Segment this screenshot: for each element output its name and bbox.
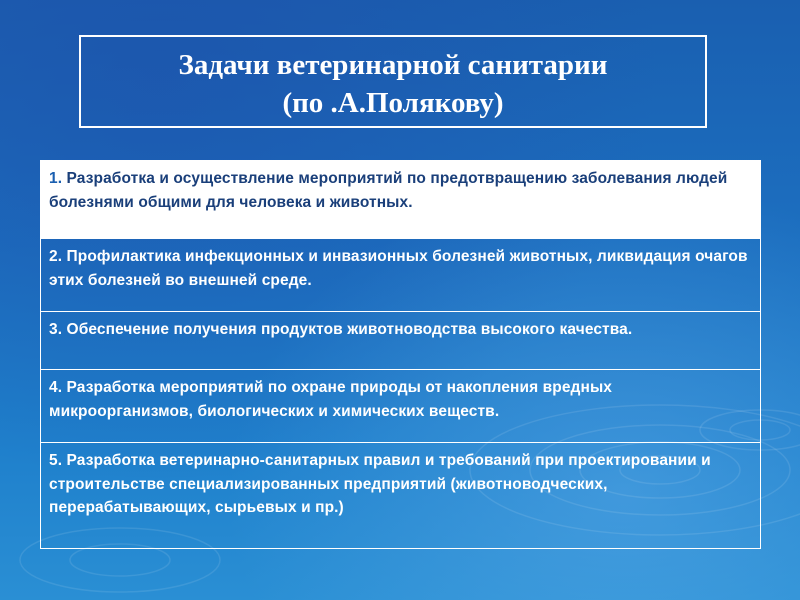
- task-number: 1.: [49, 170, 63, 187]
- task-text: Обеспечение получения продуктов животноводства высокого качества.: [62, 321, 633, 338]
- slide-subtitle: (по .А.Полякову): [282, 87, 504, 119]
- task-number: 3.: [49, 321, 63, 338]
- task-row-1: [41, 161, 760, 238]
- task-text: Разработка и осуществление мероприятий по предотвращению заболевания людей болезнями общими для человека и животных.: [49, 170, 728, 211]
- slide-title-box: [79, 35, 707, 128]
- task-row-5: [41, 442, 760, 548]
- task-number: 2.: [49, 248, 63, 265]
- slide-title: Задачи ветеринарной санитарии: [178, 49, 608, 81]
- task-row-4: [41, 369, 760, 442]
- task-number: 4.: [49, 379, 63, 396]
- task-text: Профилактика инфекционных и инвазионных болезней животных, ликвидация очагов этих болезней во внешней среде.: [49, 248, 748, 289]
- task-table: [40, 160, 761, 549]
- task-number: 5.: [49, 452, 63, 469]
- task-row-3: [41, 311, 760, 369]
- task-text: Разработка ветеринарно-санитарных правил и требований при проектировании и строительстве специализированных предприятий (животноводческих, перерабатывающих, сырьевых и пр.): [49, 452, 711, 516]
- task-text: Разработка мероприятий по охране природы от накопления вредных микроорганизмов, биологических и химических веществ.: [49, 379, 613, 420]
- task-row-2: [41, 238, 760, 311]
